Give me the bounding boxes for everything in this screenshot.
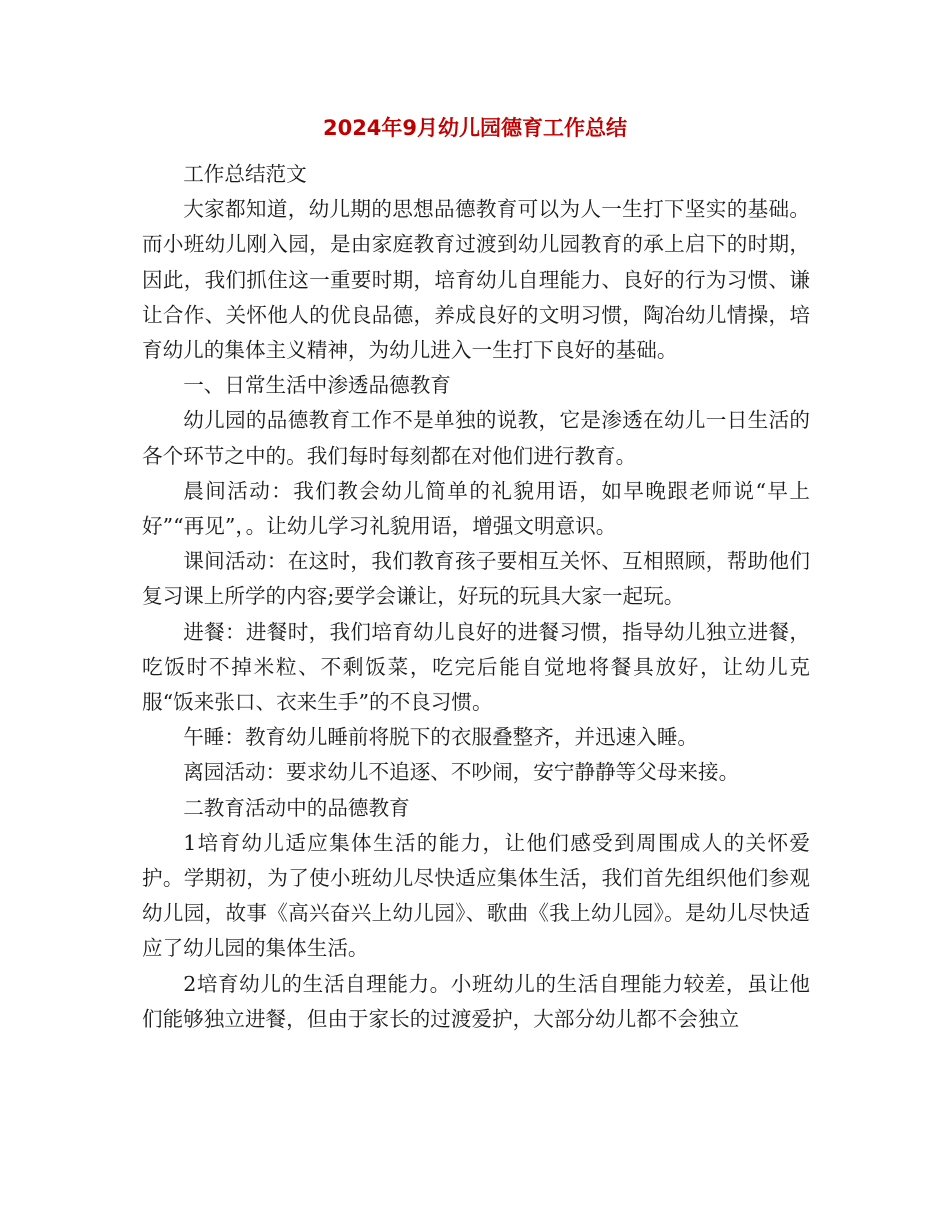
paragraph-break: 课间活动：在这时，我们教育孩子要相互关怀、互相照顾，帮助他们复习课上所学的内容;要学会谦让，好玩的玩具大家一起玩。 bbox=[142, 549, 810, 609]
paragraph-nap: 午睡：教育幼儿睡前将脱下的衣服叠整齐，并迅速入睡。 bbox=[183, 725, 699, 750]
section-heading-2: 二教育活动中的品德教育 bbox=[183, 795, 410, 820]
section-heading-1: 一、日常生活中渗透品德教育 bbox=[183, 373, 451, 398]
paragraph-leaving: 离园活动：要求幼儿不追逐、不吵闹，安宁静静等父母来接。 bbox=[183, 760, 740, 785]
paragraph-item-2: 2培育幼儿的生活自理能力。小班幼儿的生活自理能力较差，虽让他们能够独立进餐，但由于家长的过渡爱护，大部分幼儿都不会独立 bbox=[142, 971, 810, 1031]
paragraph-meal: 进餐：进餐时，我们培育幼儿良好的进餐习惯，指导幼儿独立进餐，吃饭时不掉米粒、不剩饭菜，吃完后能自觉地将餐具放好，让幼儿克服“饭来张口、衣来生手”的不良习惯。 bbox=[142, 619, 810, 715]
document-body bbox=[142, 157, 810, 1037]
paragraph-intro: 大家都知道，幼儿期的思想品德教育可以为人一生打下坚实的基础。而小班幼儿刚入园，是由家庭教育过渡到幼儿园教育的承上启下的时期，因此，我们抓住这一重要时期，培育幼儿自理能力、良好的行为习惯、谦让合作、关怀他人的优良品德，养成良好的文明习惯，陶冶幼儿情操，培育幼儿的集体主义精神，为幼儿进入一生打下良好的基础。 bbox=[142, 197, 810, 363]
document-title: 2024年9月幼儿园德育工作总结 bbox=[322, 116, 628, 140]
paragraph-morning: 晨间活动：我们教会幼儿简单的礼貌用语，如早晚跟老师说“早上好”“再见”，。让幼儿学习礼貌用语，增强文明意识。 bbox=[142, 478, 810, 539]
paragraph-subtitle: 工作总结范文 bbox=[183, 162, 307, 186]
paragraph-daily-life: 幼儿园的品德教育工作不是单独的说教，它是渗透在幼儿一日生活的各个环节之中的。我们每时每刻都在对他们进行教育。 bbox=[142, 408, 810, 468]
paragraph-item-1: 1培育幼儿适应集体生活的能力，让他们感受到周围成人的关怀爱护。学期初，为了使小班幼儿尽快适应集体生活，我们首先组织他们参观幼儿园，故事《高兴奋兴上幼儿园》、歌曲《我上幼儿园》。是幼儿尽快适应了幼儿园的集体生活。 bbox=[142, 830, 810, 961]
